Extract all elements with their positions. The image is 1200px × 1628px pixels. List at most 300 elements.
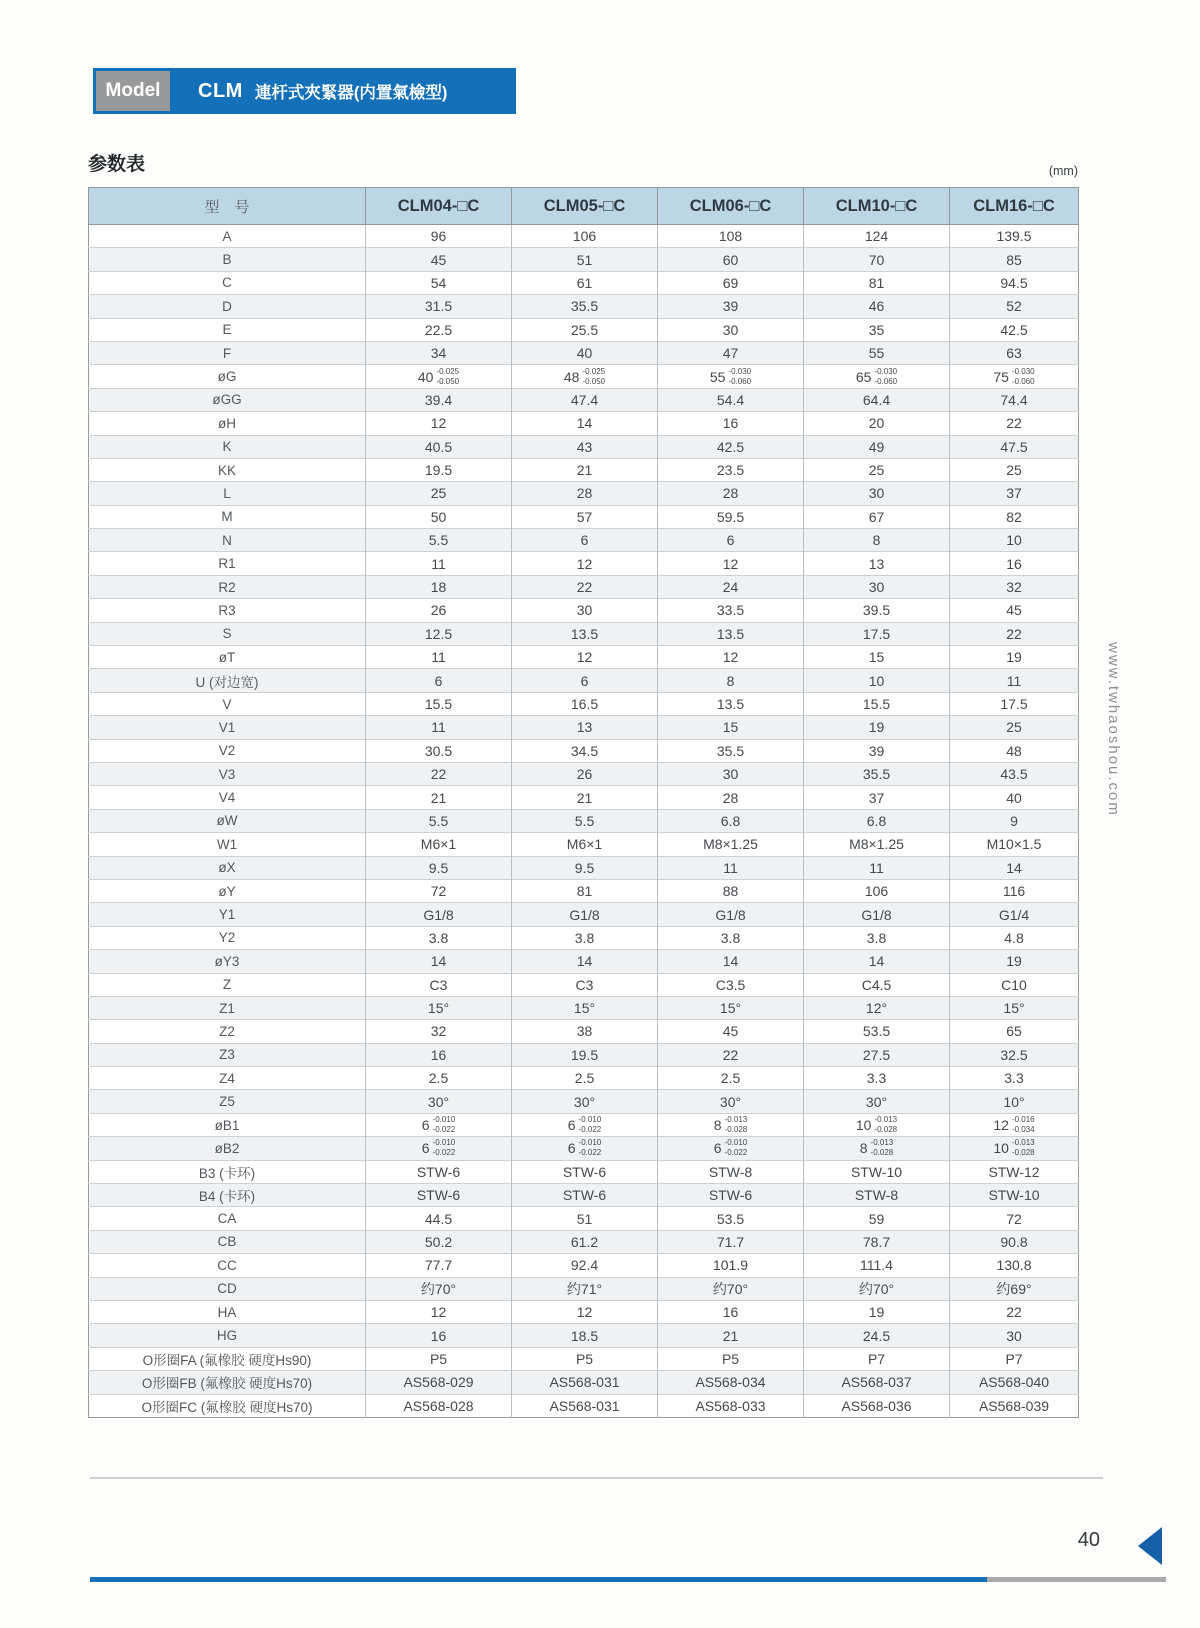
param-value-tolerance-cell: 65 -0.030 -0.060 [804, 365, 950, 388]
param-row-label: V2 [89, 739, 366, 762]
param-value-cell: 16 [950, 552, 1079, 575]
param-value-cell: STW-6 [366, 1184, 512, 1207]
param-value-cell: 30 [658, 318, 804, 341]
param-value-cell: STW-6 [512, 1184, 658, 1207]
param-value-cell: 21 [366, 786, 512, 809]
param-value-cell: 25 [366, 482, 512, 505]
param-row-label: øY3 [89, 950, 366, 973]
param-value-cell: 15° [366, 996, 512, 1019]
param-value-cell: 27.5 [804, 1043, 950, 1066]
param-value-tolerance-cell: 6 -0.010 -0.022 [512, 1137, 658, 1160]
param-value-tolerance-cell: 6 -0.010 -0.022 [658, 1137, 804, 1160]
parameter-table-body [89, 225, 1079, 1418]
table-row [89, 552, 1079, 575]
param-row-label: S [89, 622, 366, 645]
table-row [89, 435, 1079, 458]
param-value-cell: G1/4 [950, 903, 1079, 926]
param-value-tolerance-cell: 8 -0.013 -0.028 [804, 1137, 950, 1160]
param-value-cell: 30° [804, 1090, 950, 1113]
param-row-label: D [89, 295, 366, 318]
model-banner [93, 68, 516, 114]
param-value-cell: 35.5 [512, 295, 658, 318]
param-value-cell: 16 [658, 412, 804, 435]
parameter-table-head [89, 188, 1079, 225]
param-value-cell: 3.8 [804, 926, 950, 949]
param-value-cell: 39.4 [366, 388, 512, 411]
table-row [89, 879, 1079, 902]
table-row [89, 1230, 1079, 1253]
param-value-cell: 5.5 [366, 809, 512, 832]
param-value-cell: 59.5 [658, 505, 804, 528]
table-row [89, 739, 1079, 762]
page-corner-triangle-icon [1138, 1527, 1162, 1565]
param-value-cell: 92.4 [512, 1254, 658, 1277]
table-row [89, 950, 1079, 973]
param-value-cell: 12° [804, 996, 950, 1019]
table-row [89, 926, 1079, 949]
param-value-cell: 4.8 [950, 926, 1079, 949]
param-row-label: R3 [89, 599, 366, 622]
table-row [89, 716, 1079, 739]
param-row-label: M [89, 505, 366, 528]
param-row-label: Z [89, 973, 366, 996]
param-value-cell: 40 [950, 786, 1079, 809]
param-row-label: CA [89, 1207, 366, 1230]
table-row [89, 622, 1079, 645]
param-value-cell: 50.2 [366, 1230, 512, 1253]
param-value-cell: 130.8 [950, 1254, 1079, 1277]
param-value-cell: 9.5 [366, 856, 512, 879]
param-value-cell: 15° [658, 996, 804, 1019]
param-value-cell: 30 [804, 575, 950, 598]
param-value-cell: 10 [950, 529, 1079, 552]
param-value-cell: 32 [950, 575, 1079, 598]
param-value-cell: C3 [512, 973, 658, 996]
table-row [89, 1113, 1079, 1136]
param-value-cell: AS568-028 [366, 1394, 512, 1417]
header-row [89, 188, 1079, 225]
param-row-label: R1 [89, 552, 366, 575]
param-value-cell: 30° [658, 1090, 804, 1113]
param-row-label: CD [89, 1277, 366, 1300]
footer-bar-gray [987, 1577, 1166, 1582]
param-value-cell: 13 [512, 716, 658, 739]
param-value-cell: 37 [804, 786, 950, 809]
param-value-cell: 6.8 [658, 809, 804, 832]
param-value-cell: M6×1 [512, 833, 658, 856]
param-value-cell: 19.5 [512, 1043, 658, 1066]
param-row-label: CB [89, 1230, 366, 1253]
table-row [89, 1394, 1079, 1417]
param-value-cell: 21 [512, 786, 658, 809]
param-value-cell: G1/8 [512, 903, 658, 926]
param-value-cell: 30 [804, 482, 950, 505]
param-value-cell: 30.5 [366, 739, 512, 762]
table-row [89, 271, 1079, 294]
param-value-cell: 52 [950, 295, 1079, 318]
param-value-cell: P7 [950, 1347, 1079, 1370]
param-value-cell: 51 [512, 248, 658, 271]
param-value-cell: 15.5 [804, 692, 950, 715]
table-row [89, 1160, 1079, 1183]
param-value-cell: 32.5 [950, 1043, 1079, 1066]
table-row [89, 318, 1079, 341]
param-row-label: U (对边宽) [89, 669, 366, 692]
param-value-cell: M8×1.25 [658, 833, 804, 856]
param-row-label: B3 (卡环) [89, 1160, 366, 1183]
param-value-cell: 43.5 [950, 762, 1079, 785]
param-value-cell: 11 [366, 646, 512, 669]
param-row-label: øT [89, 646, 366, 669]
param-row-label: L [89, 482, 366, 505]
param-value-cell: 19 [804, 1300, 950, 1323]
param-value-cell: 61 [512, 271, 658, 294]
param-value-tolerance-cell: 55 -0.030 -0.060 [658, 365, 804, 388]
param-value-cell: STW-6 [512, 1160, 658, 1183]
param-value-cell: 14 [950, 856, 1079, 879]
param-value-cell: 33.5 [658, 599, 804, 622]
param-value-cell: 15 [658, 716, 804, 739]
page-number: 40 [1077, 1529, 1100, 1551]
param-value-cell: 12 [366, 412, 512, 435]
table-row [89, 505, 1079, 528]
table-row [89, 669, 1079, 692]
param-value-cell: 25 [950, 716, 1079, 739]
param-value-cell: 18.5 [512, 1324, 658, 1347]
param-value-cell: M8×1.25 [804, 833, 950, 856]
param-value-cell: 16 [366, 1324, 512, 1347]
param-value-cell: 12 [512, 1300, 658, 1323]
table-row [89, 973, 1079, 996]
param-row-label: Y2 [89, 926, 366, 949]
param-value-cell: 14 [512, 950, 658, 973]
param-value-cell: 2.5 [366, 1067, 512, 1090]
table-row [89, 225, 1079, 248]
param-value-cell: 约69° [950, 1277, 1079, 1300]
param-value-cell: 17.5 [950, 692, 1079, 715]
param-value-cell: AS568-036 [804, 1394, 950, 1417]
table-row [89, 529, 1079, 552]
param-value-cell: 74.4 [950, 388, 1079, 411]
param-value-cell: 72 [950, 1207, 1079, 1230]
param-value-tolerance-cell: 48 -0.025 -0.050 [512, 365, 658, 388]
param-value-cell: 106 [804, 879, 950, 902]
param-value-cell: 34 [366, 341, 512, 364]
param-value-cell: 22 [950, 1300, 1079, 1323]
param-value-cell: 25 [950, 458, 1079, 481]
param-value-cell: 约70° [804, 1277, 950, 1300]
param-row-label: C [89, 271, 366, 294]
param-value-cell: 11 [950, 669, 1079, 692]
param-value-cell: STW-10 [950, 1184, 1079, 1207]
param-value-cell: 51 [512, 1207, 658, 1230]
table-row [89, 1067, 1079, 1090]
param-row-label: Z4 [89, 1067, 366, 1090]
param-row-label: øX [89, 856, 366, 879]
param-value-cell: 15° [512, 996, 658, 1019]
param-value-tolerance-cell: 40 -0.025 -0.050 [366, 365, 512, 388]
param-value-cell: 6 [512, 669, 658, 692]
series-description: 連杆式夾緊器(内置氣檢型) [254, 84, 448, 102]
param-row-label: Z1 [89, 996, 366, 1019]
param-value-cell: 47 [658, 341, 804, 364]
table-row [89, 341, 1079, 364]
table-row [89, 365, 1079, 388]
table-row [89, 1324, 1079, 1347]
param-value-cell: STW-12 [950, 1160, 1079, 1183]
table-row [89, 482, 1079, 505]
param-value-cell: 15.5 [366, 692, 512, 715]
table-row [89, 412, 1079, 435]
param-value-cell: 35.5 [658, 739, 804, 762]
param-value-cell: 40 [512, 341, 658, 364]
param-value-cell: AS568-034 [658, 1371, 804, 1394]
param-value-cell: 11 [658, 856, 804, 879]
param-value-cell: 12.5 [366, 622, 512, 645]
param-value-cell: STW-10 [804, 1160, 950, 1183]
param-value-cell: 67 [804, 505, 950, 528]
param-value-cell: M10×1.5 [950, 833, 1079, 856]
param-row-label: CC [89, 1254, 366, 1277]
param-value-cell: 38 [512, 1020, 658, 1043]
param-value-cell: 44.5 [366, 1207, 512, 1230]
param-row-label: V [89, 692, 366, 715]
param-row-label: V1 [89, 716, 366, 739]
param-value-cell: 45 [658, 1020, 804, 1043]
param-value-cell: 72 [366, 879, 512, 902]
param-value-cell: 22 [366, 762, 512, 785]
param-value-cell: 11 [804, 856, 950, 879]
param-value-cell: 21 [658, 1324, 804, 1347]
table-row [89, 388, 1079, 411]
param-value-cell: 14 [366, 950, 512, 973]
param-value-cell: STW-8 [804, 1184, 950, 1207]
param-value-cell: 49 [804, 435, 950, 458]
param-value-cell: AS568-031 [512, 1394, 658, 1417]
table-row [89, 856, 1079, 879]
param-value-cell: 85 [950, 248, 1079, 271]
param-value-cell: 25.5 [512, 318, 658, 341]
param-value-cell: 13.5 [512, 622, 658, 645]
param-row-label: V4 [89, 786, 366, 809]
param-value-cell: 20 [804, 412, 950, 435]
param-row-label: O形圈FA (氟橡胶 硬度Hs90) [89, 1347, 366, 1370]
param-value-cell: 32 [366, 1020, 512, 1043]
table-row [89, 1043, 1079, 1066]
param-row-label: øB2 [89, 1137, 366, 1160]
param-value-cell: 81 [512, 879, 658, 902]
param-value-cell: AS568-029 [366, 1371, 512, 1394]
param-value-cell: 94.5 [950, 271, 1079, 294]
param-value-cell: 61.2 [512, 1230, 658, 1253]
param-value-tolerance-cell: 8 -0.013 -0.028 [658, 1113, 804, 1136]
table-row [89, 575, 1079, 598]
param-value-cell: 13 [804, 552, 950, 575]
param-row-label: øB1 [89, 1113, 366, 1136]
param-value-cell: 108 [658, 225, 804, 248]
table-row [89, 692, 1079, 715]
param-value-cell: 3.3 [950, 1067, 1079, 1090]
param-value-cell: G1/8 [804, 903, 950, 926]
param-value-cell: 26 [366, 599, 512, 622]
param-value-cell: STW-6 [658, 1184, 804, 1207]
table-title: 参数表 [88, 154, 146, 175]
param-row-label: øH [89, 412, 366, 435]
param-value-cell: 12 [658, 646, 804, 669]
param-value-cell: 12 [512, 552, 658, 575]
param-value-cell: 37 [950, 482, 1079, 505]
table-row [89, 762, 1079, 785]
unit-label: (mm) [1048, 164, 1078, 178]
param-value-cell: 101.9 [658, 1254, 804, 1277]
param-value-cell: 17.5 [804, 622, 950, 645]
param-value-cell: 14 [658, 950, 804, 973]
param-row-label: K [89, 435, 366, 458]
param-value-cell: 59 [804, 1207, 950, 1230]
param-value-tolerance-cell: 6 -0.010 -0.022 [366, 1137, 512, 1160]
param-value-cell: M6×1 [366, 833, 512, 856]
table-row [89, 833, 1079, 856]
footer-bar-blue [90, 1577, 987, 1582]
param-row-label: O形圈FC (氟橡胶 硬度Hs70) [89, 1394, 366, 1417]
table-row [89, 1277, 1079, 1300]
param-value-cell: 28 [658, 482, 804, 505]
column-header-model: 型 号 [89, 188, 366, 225]
table-row [89, 786, 1079, 809]
param-value-cell: 48 [950, 739, 1079, 762]
table-row [89, 1090, 1079, 1113]
table-row [89, 996, 1079, 1019]
param-value-cell: P5 [366, 1347, 512, 1370]
param-value-cell: 14 [512, 412, 658, 435]
param-row-label: W1 [89, 833, 366, 856]
param-value-cell: 19.5 [366, 458, 512, 481]
param-value-cell: 70 [804, 248, 950, 271]
param-value-tolerance-cell: 12 -0.016 -0.034 [950, 1113, 1079, 1136]
param-value-cell: 30° [366, 1090, 512, 1113]
param-value-cell: 116 [950, 879, 1079, 902]
param-row-label: øW [89, 809, 366, 832]
param-value-cell: 18 [366, 575, 512, 598]
param-value-cell: 30° [512, 1090, 658, 1113]
param-value-cell: 6.8 [804, 809, 950, 832]
param-value-cell: 约70° [658, 1277, 804, 1300]
param-value-cell: 21 [512, 458, 658, 481]
param-value-cell: 28 [512, 482, 658, 505]
param-value-cell: 111.4 [804, 1254, 950, 1277]
param-value-cell: AS568-039 [950, 1394, 1079, 1417]
table-row [89, 1347, 1079, 1370]
param-value-cell: 35.5 [804, 762, 950, 785]
param-value-tolerance-cell: 10 -0.013 -0.028 [804, 1113, 950, 1136]
param-value-cell: AS568-031 [512, 1371, 658, 1394]
param-value-cell: 26 [512, 762, 658, 785]
param-value-tolerance-cell: 6 -0.010 -0.022 [366, 1113, 512, 1136]
table-row [89, 1207, 1079, 1230]
param-value-cell: 6 [658, 529, 804, 552]
param-value-cell: 12 [512, 646, 658, 669]
table-row [89, 1300, 1079, 1323]
param-row-label: F [89, 341, 366, 364]
param-value-cell: 30 [950, 1324, 1079, 1347]
param-value-cell: 55 [804, 341, 950, 364]
param-value-cell: 57 [512, 505, 658, 528]
param-value-cell: P7 [804, 1347, 950, 1370]
param-value-cell: 45 [950, 599, 1079, 622]
table-row [89, 1254, 1079, 1277]
param-value-cell: 9 [950, 809, 1079, 832]
param-value-cell: 63 [950, 341, 1079, 364]
param-value-cell: 13.5 [658, 692, 804, 715]
param-value-cell: AS568-033 [658, 1394, 804, 1417]
param-value-cell: 35 [804, 318, 950, 341]
param-value-cell: 10 [804, 669, 950, 692]
param-value-cell: 9.5 [512, 856, 658, 879]
param-value-cell: 30 [658, 762, 804, 785]
param-value-cell: 16 [658, 1300, 804, 1323]
param-value-cell: 2.5 [658, 1067, 804, 1090]
param-value-cell: 16.5 [512, 692, 658, 715]
website-vertical-text: www.twhaoshou.com [1105, 642, 1122, 817]
table-row [89, 809, 1079, 832]
param-value-cell: 78.7 [804, 1230, 950, 1253]
column-header: CLM06-□C [658, 188, 804, 225]
param-value-cell: 6 [366, 669, 512, 692]
table-row [89, 1020, 1079, 1043]
param-value-cell: 约71° [512, 1277, 658, 1300]
param-value-cell: 2.5 [512, 1067, 658, 1090]
param-value-cell: 54 [366, 271, 512, 294]
param-value-cell: 31.5 [366, 295, 512, 318]
param-value-cell: 19 [950, 646, 1079, 669]
footer-divider [90, 1477, 1103, 1479]
param-value-cell: 42.5 [658, 435, 804, 458]
param-value-cell: C3 [366, 973, 512, 996]
model-label-box: Model [96, 71, 170, 111]
param-row-label: A [89, 225, 366, 248]
param-value-tolerance-cell: 6 -0.010 -0.022 [512, 1113, 658, 1136]
param-row-label: øGG [89, 388, 366, 411]
param-value-cell: AS568-040 [950, 1371, 1079, 1394]
param-value-cell: P5 [658, 1347, 804, 1370]
param-value-cell: 45 [366, 248, 512, 271]
param-value-cell: 53.5 [658, 1207, 804, 1230]
param-value-cell: 50 [366, 505, 512, 528]
param-value-cell: 39.5 [804, 599, 950, 622]
column-header: CLM05-□C [512, 188, 658, 225]
param-value-cell: 77.7 [366, 1254, 512, 1277]
param-value-cell: 43 [512, 435, 658, 458]
param-value-cell: 12 [658, 552, 804, 575]
param-value-cell: 24.5 [804, 1324, 950, 1347]
param-value-cell: 96 [366, 225, 512, 248]
param-value-cell: 23.5 [658, 458, 804, 481]
table-row [89, 1137, 1079, 1160]
param-row-label: V3 [89, 762, 366, 785]
param-value-cell: 13.5 [658, 622, 804, 645]
param-value-cell: 3.8 [512, 926, 658, 949]
param-row-label: N [89, 529, 366, 552]
param-value-cell: 47.5 [950, 435, 1079, 458]
param-row-label: KK [89, 458, 366, 481]
param-value-cell: 106 [512, 225, 658, 248]
param-value-cell: 42.5 [950, 318, 1079, 341]
table-row [89, 599, 1079, 622]
param-value-cell: 6 [512, 529, 658, 552]
param-value-cell: 34.5 [512, 739, 658, 762]
param-value-cell: 54.4 [658, 388, 804, 411]
param-value-cell: 22 [512, 575, 658, 598]
